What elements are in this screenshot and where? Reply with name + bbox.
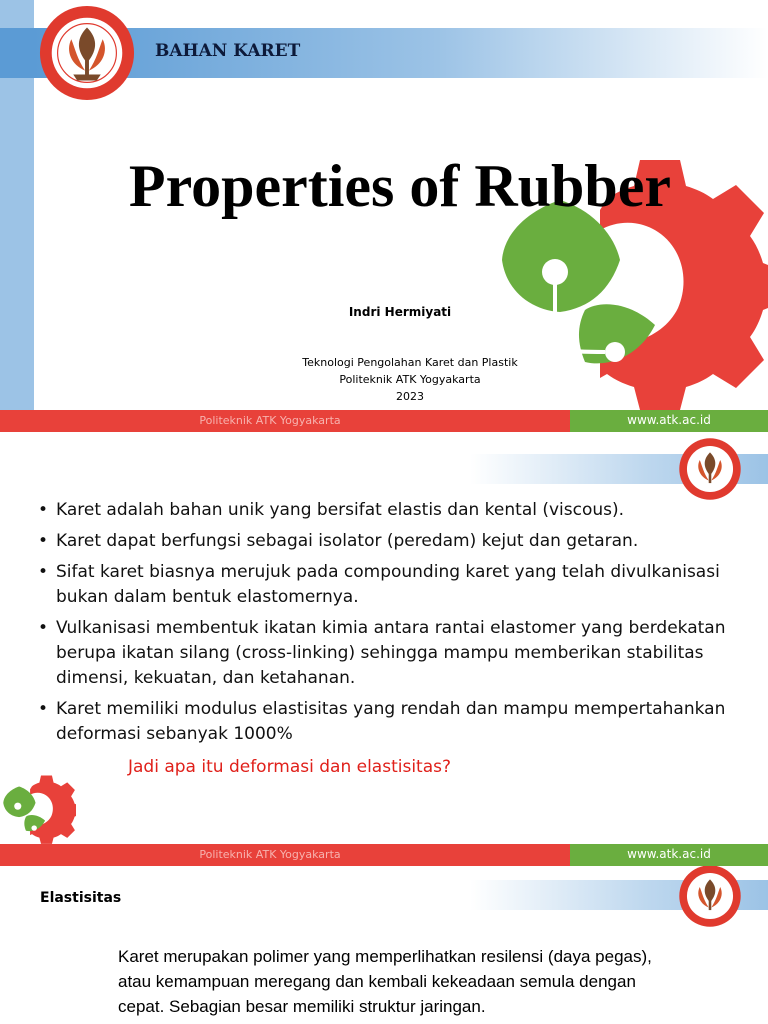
bullet-list bbox=[38, 498, 738, 753]
department-name: Teknologi Pengolahan Karet dan Plastik bbox=[302, 356, 518, 369]
institution-name: Politeknik ATK Yogyakarta bbox=[339, 373, 481, 386]
slide-footer bbox=[0, 844, 768, 866]
slide-footer bbox=[0, 410, 768, 432]
content-slide bbox=[0, 866, 768, 1024]
institution-seal-icon bbox=[678, 437, 742, 501]
footer-url[interactable]: www.atk.ac.id bbox=[627, 413, 711, 427]
footer-url[interactable]: www.atk.ac.id bbox=[627, 847, 711, 861]
author-name: Indri Hermiyati bbox=[348, 305, 452, 319]
institution-seal-icon bbox=[38, 4, 136, 102]
footer-institution: Politeknik ATK Yogyakarta bbox=[199, 414, 341, 427]
year: 2023 bbox=[396, 390, 424, 403]
bullet-item: • Karet adalah bahan unik yang bersifat elastis dan kental (viscous). bbox=[38, 498, 738, 523]
header-label: BAHAN KARET bbox=[155, 41, 301, 61]
question-text: Jadi apa itu deformasi dan elastisitas? bbox=[128, 757, 452, 777]
bullet-item: • Karet dapat berfungsi sebagai isolator (peredam) kejut dan getaran. bbox=[38, 529, 738, 554]
left-accent-bar-dark bbox=[0, 28, 34, 78]
gear-leaf-logo-icon bbox=[0, 770, 76, 844]
title-slide bbox=[0, 0, 768, 432]
institution-seal-icon bbox=[678, 866, 742, 928]
content-slide bbox=[0, 432, 768, 844]
section-heading: Elastisitas bbox=[40, 890, 122, 906]
slide-title: Properties of Rubber bbox=[128, 153, 672, 219]
header-band bbox=[34, 28, 768, 78]
footer-institution: Politeknik ATK Yogyakarta bbox=[199, 848, 341, 861]
bullet-item: • Vulkanisasi membentuk ikatan kimia antara rantai elastomer yang berdekatan berupa ikatan silang (cross-linking) sehingga mampu memberikan stabilitas dimensi, kekuatan, dan ketahanan. bbox=[38, 616, 738, 691]
section-paragraph: Karet merupakan polimer yang memperlihatkan resilensi (daya pegas), atau kemampuan meregang dan kembali kekeadaan semula dengan cepat. Sebagian besar memiliki struktur jaringan. bbox=[118, 947, 652, 1016]
bullet-item: • Karet memiliki modulus elastisitas yang rendah dan mampu mempertahankan deformasi sebanyak 1000% bbox=[38, 697, 738, 747]
bullet-item: • Sifat karet biasnya merujuk pada compounding karet yang telah divulkanisasi bukan dalam bentuk elastomernya. bbox=[38, 560, 738, 610]
